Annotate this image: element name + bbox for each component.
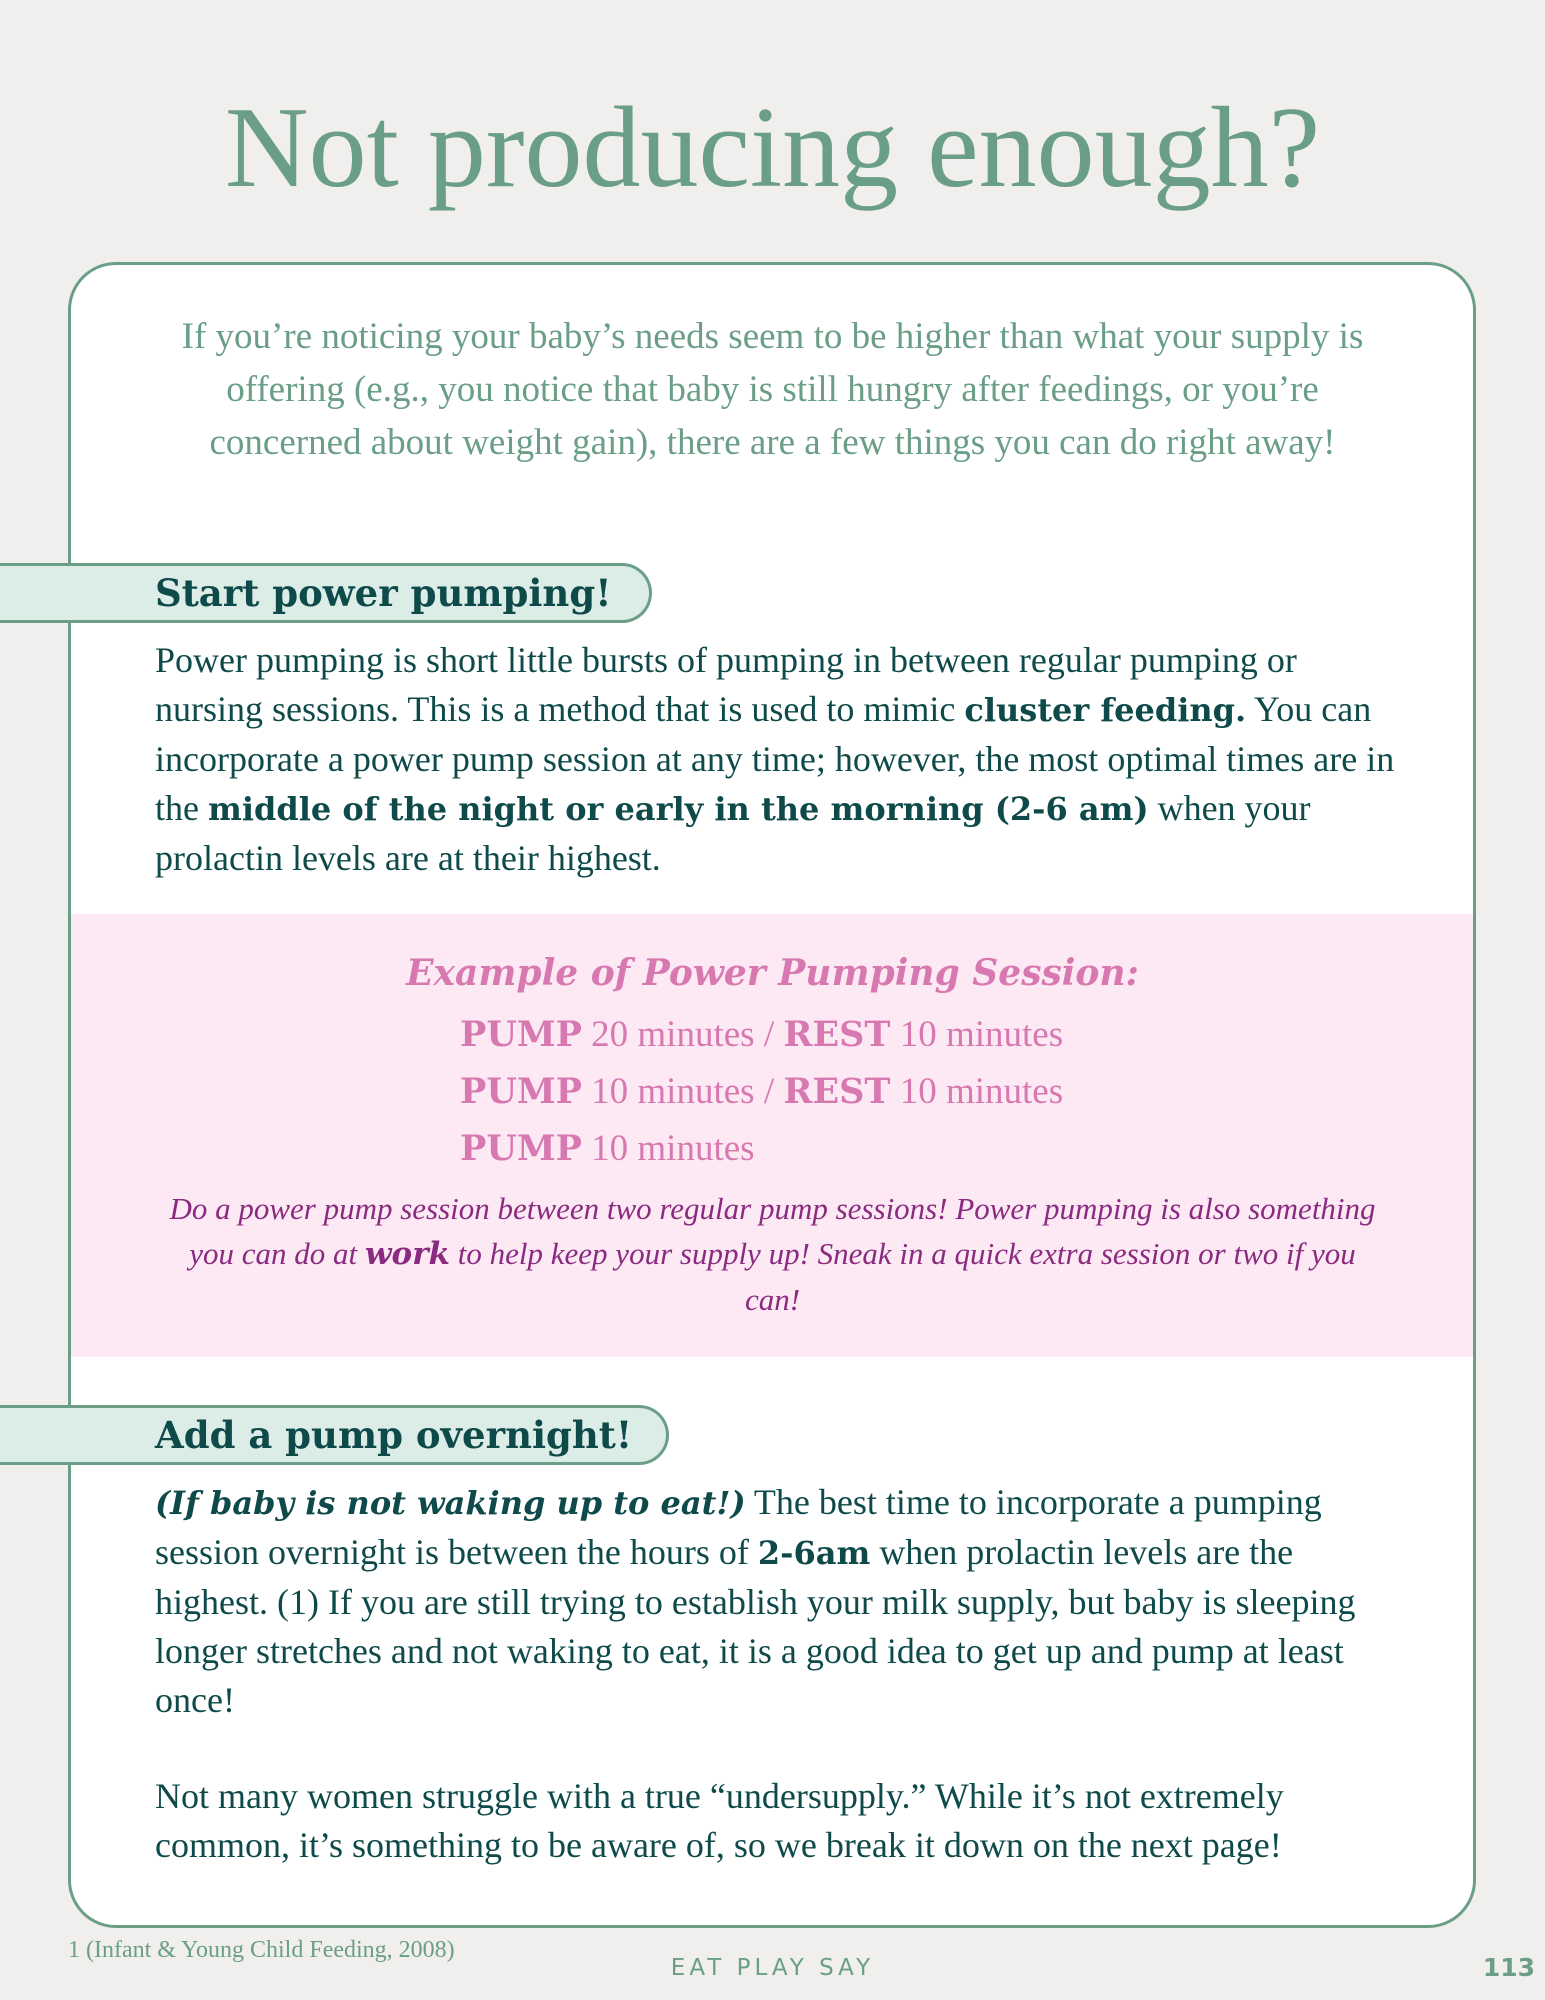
example-row: PUMP 20 minutes / REST 10 minutes — [460, 1014, 1064, 1055]
power-pumping-paragraph: Power pumping is short little bursts of pumping in between regular pumping or nursing sessions. This is a method that is used to mimic cluster feeding. You can incorporate a power pump session at any time; however, the most optimal times are in the middle of the night or early in the morning (2-6 am) when your prolactin levels are at their highest. — [155, 640, 1395, 878]
section-tab-pump-overnight — [0, 1405, 669, 1465]
section-heading: Add a pump overnight! — [155, 1413, 633, 1457]
intro-text: If you’re noticing your baby’s needs seem to be higher than what your supply is offering (e.g., you notice that baby is still hungry after feedings, or you’re concerned about weight gain), there are a few things you can do right away! — [181, 316, 1364, 463]
example-title: Example of Power Pumping Session: — [406, 952, 1139, 994]
example-note: Do a power pump session between two regular pump sessions! Power pumping is also something you can do at work to help keep your supply up! Sneak in a quick extra session or two if you can! — [169, 1191, 1376, 1317]
page-title: Not producing enough? — [224, 84, 1321, 212]
footnote: 1 (Infant & Young Child Feeding, 2008) — [68, 1937, 455, 1963]
brand-footer: EAT PLAY SAY — [670, 1955, 875, 1981]
section-tab-power-pumping — [0, 563, 652, 623]
page-number: 113 — [1482, 1953, 1535, 1982]
undersupply-paragraph: Not many women struggle with a true “undersupply.” While it’s not extremely common, it’s something to be aware of, so we break it down on the next page! — [155, 1776, 1284, 1865]
pump-overnight-paragraph: (If baby is not waking up to eat!) The best time to incorporate a pumping session overnight is between the hours of 2-6am when prolactin levels are the highest. (1) If you are still trying to establish your milk supply, but baby is sleeping longer stretches and not waking to eat, it is a good idea to get up and pump at least once! — [155, 1482, 1356, 1720]
example-row: PUMP 10 minutes / REST 10 minutes — [460, 1071, 1064, 1112]
example-row: PUMP 10 minutes — [460, 1128, 755, 1169]
section-heading: Start power pumping! — [155, 571, 612, 615]
